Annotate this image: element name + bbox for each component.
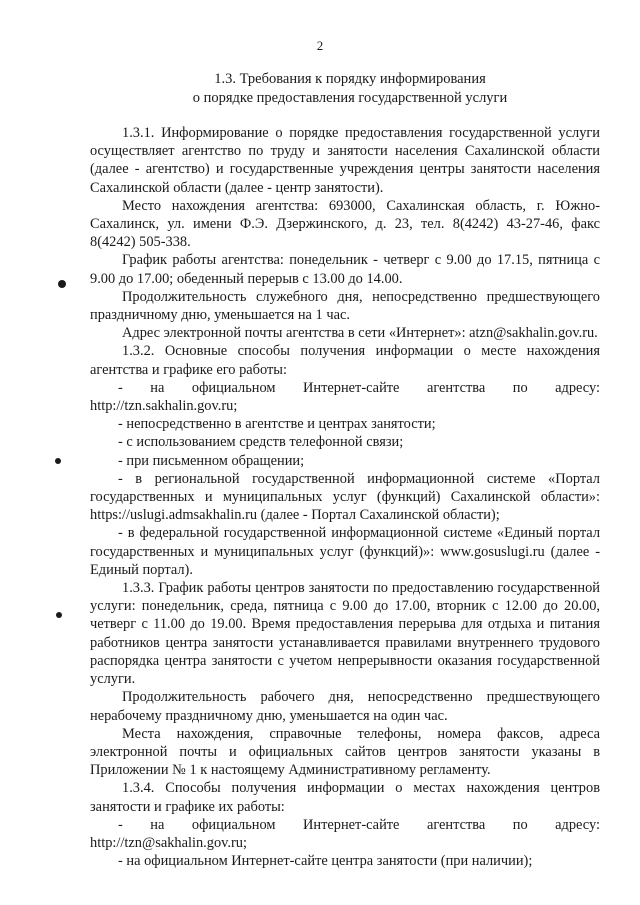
list-item-telephone: - с использованием средств телефонной связи; (118, 434, 404, 451)
list-item-regional-portal: - в региональной государственной информационной системе «Портал государственных и муниципальных услуг (функций) Сахалинской области»: https://uslugi.admsakhalin.ru (далее - Портал Сахалинской области); (90, 470, 600, 524)
binding-mark (56, 612, 62, 618)
paragraph-1-3-2: 1.3.2. Основные способы получения информации о месте нахождения агентства и графике его работы: (90, 343, 600, 378)
list-item-agency-website-2: - на официальном Интернет-сайте агентства по адресу: http://tzn@sakhalin.gov.ru; (90, 816, 600, 851)
punch-hole-mark (58, 280, 66, 288)
list-item-agency-website: - на официальном Интернет-сайте агентства по адресу: http://tzn.sakhalin.gov.ru; (90, 379, 600, 415)
binding-mark (55, 458, 61, 464)
section-heading-line-1: 1.3. Требования к порядку информирования (214, 71, 486, 87)
list-item-federal-portal: - в федеральной государственной информационной системе «Единый портал государственных и муниципальных услуг (функций)»: www.gosuslugi.ru (далее - Единый портал). (90, 525, 600, 578)
page-number: 2 (316, 38, 324, 53)
list-item-center-website: - на официальном Интернет-сайте центра занятости (при наличии); (118, 853, 533, 870)
section-heading-line-2: о порядке предоставления государственной услуги (192, 90, 508, 106)
paragraph-agency-email: Адрес электронной почты агентства в сети «Интернет»: atzn@sakhalin.gov.ru. (122, 325, 598, 342)
paragraph-1-3-4: 1.3.4. Способы получения информации о местах нахождения центров занятости и графике их работы: (90, 780, 600, 815)
paragraph-1-3-3: 1.3.3. График работы центров занятости по предоставлению государственной услуги: понедельник, среда, пятница с 9.00 до 17.00, вторник с 12.00 до 20.00, четверг с 11.00 до 19.00. Время предоставления перерыва для отдыха и питания работников центра занятости устанавливается правилами внутреннего трудового распорядка центра занятости с учетом непрерывности оказания государственной услуги. (90, 580, 600, 688)
paragraph-agency-address: Место нахождения агентства: 693000, Сахалинская область, г. Южно-Сахалинск, ул. имени Ф.Э. Дзержинского, д. 23, тел. 8(4242) 43-27-46, факс 8(4242) 505-338. (90, 197, 600, 251)
paragraph-centers-contacts: Места нахождения, справочные телефоны, номера факсов, адреса электронной почты и официальных сайтов центров занятости указаны в Приложении № 1 к настоящему Административному регламенту. (90, 725, 600, 779)
document-body (90, 124, 600, 870)
section-heading (80, 70, 620, 108)
list-item-in-person: - непосредственно в агентстве и центрах занятости; (118, 416, 436, 433)
paragraph-agency-schedule: График работы агентства: понедельник - четверг с 9.00 до 17.15, пятница с 9.00 до 17.00; обеденный перерыв с 13.00 до 14.00. (90, 252, 600, 287)
paragraph-preholiday-hours: Продолжительность служебного дня, непосредственно предшествующего праздничному дню, уменьшается на 1 час. (90, 288, 600, 324)
paragraph-1-3-1: 1.3.1. Информирование о порядке предоставления государственной услуги осуществляет агентство по труду и занятости населения Сахалинской области (далее - агентство) и государственные учреждения центры занятости населения Сахалинской области (далее - центр занятости). (90, 125, 600, 196)
list-item-written-request: - при письменном обращении; (118, 452, 305, 469)
paragraph-preholiday-workday: Продолжительность рабочего дня, непосредственно предшествующего нерабочему праздничному дню, уменьшается на один час. (90, 689, 600, 724)
